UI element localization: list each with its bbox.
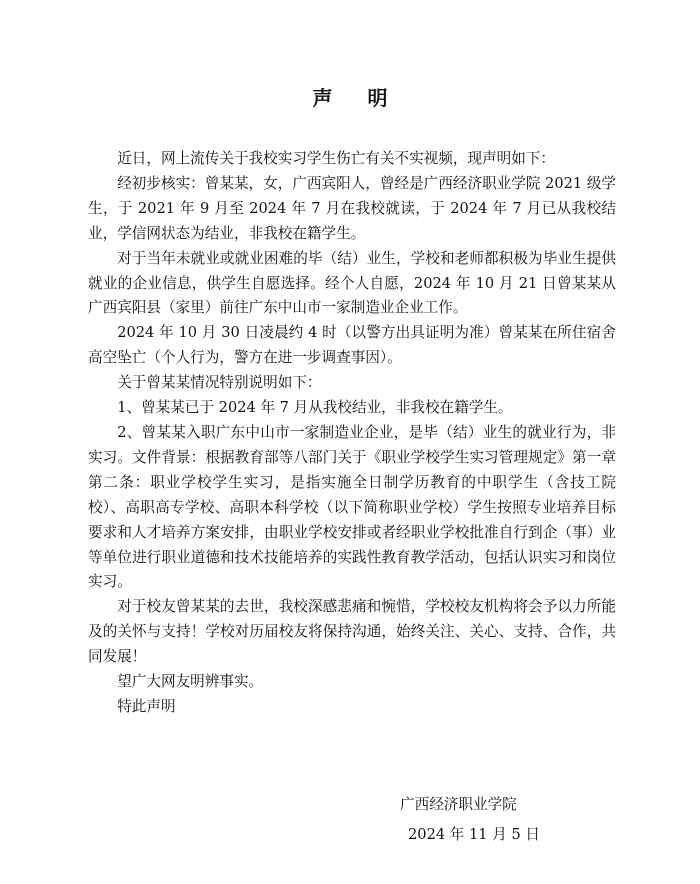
document-title: 声 明 (312, 86, 402, 110)
paragraph-appeal: 望广大网友明辨事实。 (117, 673, 264, 691)
paragraph-verification: 经初步核实：曾某某，女，广西宾阳人，曾经是广西经济职业学院 2021 级学生，于 2021 年 9 月至 2024 年 7 月在我校就读，于 2024 年 7 月已从我校结业，学信网状态为结业，非我校在籍学生。 (88, 174, 617, 242)
paragraph-condolence: 对于校友曾某某的去世，我校深感悲痛和惋惜，学校校友机构将会予以力所能及的关怀与支持！学校对历届校友将保持沟通，始终关注、关心、支持、合作，共同发展！ (88, 598, 616, 666)
paragraph-point-2: 2、曾某某入职广东中山市一家制造业企业，是毕（结）业生的就业行为，非实习。文件背景：根据教育部等八部门关于《职业学校学生实习管理规定》第一章第二条：职业学校学生实习，是指实施全日制学历教育的中职学生（含技工院校）、高职高专学校、高职本科学校（以下简称职业学校）学生按照专业培养目标要求和人才培养方案安排，由职业学校安排或者经职业学校批准自行到企（事）业等单位进行职业道德和技术技能培养的实践性教育教学活动，包括认识实习和岗位实习。 (88, 423, 616, 591)
paragraph-special-note: 关于曾某某情况特别说明如下： (117, 374, 322, 392)
paragraph-incident: 2024 年 10 月 30 日凌晨约 4 时（以警方出具证明为准）曾某某在所住宿舍高空坠亡（个人行为，警方在进一步调查事因）。 (88, 324, 616, 367)
signature-org: 广西经济职业学院 (400, 796, 517, 813)
paragraph-closing: 特此声明 (117, 697, 176, 715)
signature-date: 2024 年 11 月 5 日 (408, 826, 540, 843)
statement-body (88, 147, 616, 720)
paragraph-point-1: 1、曾某某已于 2024 年 7 月从我校结业，非我校在籍学生。 (117, 399, 513, 417)
paragraph-employment: 对于当年未就业或就业困难的毕（结）业生，学校和老师都积极为毕业生提供就业的企业信息，供学生自愿选择。经个人自愿，2024 年 10 月 21 日曾某某从广西宾阳县（家里）前往广东中山市一家制造业企业工作。 (88, 249, 616, 317)
signature-block (400, 790, 600, 850)
paragraph-intro: 近日，网上流传关于我校实习学生伤亡有关不实视频，现声明如下： (117, 150, 556, 167)
